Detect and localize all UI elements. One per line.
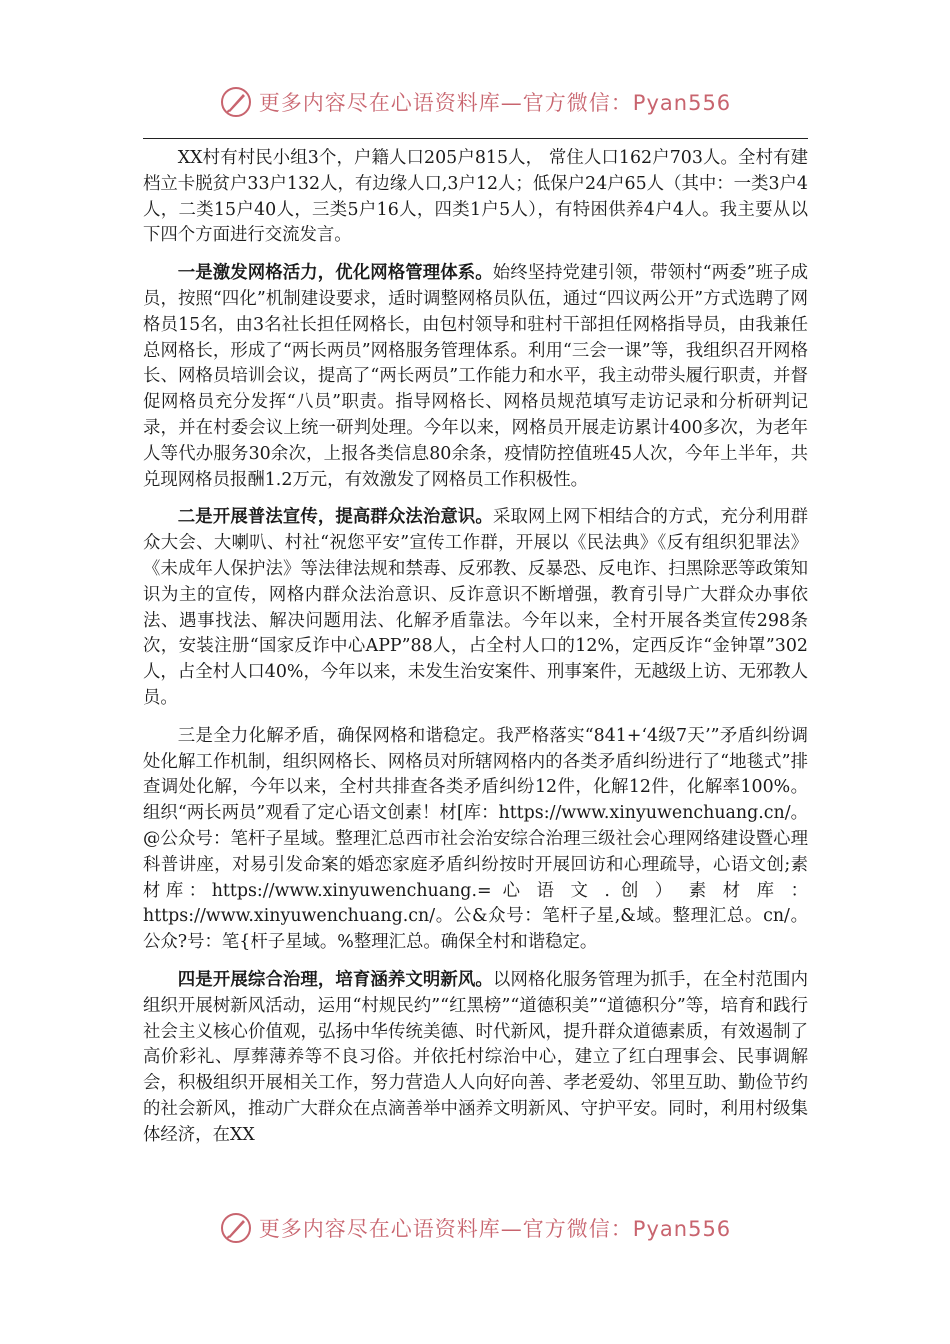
paragraph-text: 采取网上网下相结合的方式，充分利用群众大会、大喇叭、村社“祝您平安”宣传工作群，开展以《民法典》《反有组织犯罪法》《未成年人保护法》等法律法规和禁毒、反邪教、反暴恐、反电诈、扫黑除恶等政策知识为主的宣传，网格内群众法治意识、反诈意识不断增强，教育引导广大群众办事依法、遇事找法、解决问题用法、化解矛盾靠法。今年以来，全村开展各类宣传298条次，安装注册“国家反诈中心APP”88人，占全村人口的12%，定西反诈“金钟罩”302人，占全村人口40%，今年以来，未发生治安案件、刑事案件，无越级上访、无邪教人员。 — [143, 507, 808, 708]
quill-pen-logo-icon — [219, 1211, 253, 1245]
paragraph-grid-management — [143, 261, 808, 493]
paragraph-text: 三是全力化解矛盾，确保网格和谐稳定。我严格落实“841+‘4级7天’”矛盾纠纷调处化解工作机制，组织网格长、网格员对所辖网格内的各类矛盾纠纷进行了“地毯式”排查调处化解，今年以来，全村共排查各类矛盾纠纷12件，化解12件，化解率100%。组织“两长两员”观看了定心语文创素！材[库：https://www.xinyuwenchuang.cn/。@公众号：笔杆子星域。整理汇总西市社会治安综合治理三级社会心理网络建设暨心理科普讲座，对易引发命案的婚恋家庭矛盾纠纷按时开展回访和心理疏导，心语文创;素材库：https://www.xinyuwenchuang.= 心 语 文 . 创 ） 素 材 库 ： https://www.xinyuwenchuang.cn/。公&众号：笔杆子星,&域。整理汇总。cn/。公众?号：笔{杆子星域。%整理汇总。确保全村和谐稳定。 — [143, 725, 808, 953]
document-body — [143, 146, 808, 1160]
footer-banner — [0, 1208, 950, 1248]
paragraph-legal-publicity — [143, 505, 808, 711]
paragraph-intro — [143, 146, 808, 249]
footer-banner-text: 更多内容尽在心语资料库—官方微信：Pyan556 — [258, 1217, 732, 1241]
paragraph-text: 始终坚持党建引领，带领村“两委”班子成员，按照“四化”机制建设要求，适时调整网格员队伍，通过“四议两公开”方式选聘了网格员15名，由3名社长担任网格长，由包村领导和驻村干部担任网格指导员，由我兼任总网格长，形成了“两长两员”网格服务管理体系。利用“三会一课”等，我组织召开网格长、网格员培训会议，提高了“两长两员”工作能力和水平，我主动带头履行职责，并督促网格员充分发挥“八员”职责。指导网格长、网格员规范填写走访记录和分析研判记录，并在村委会议上统一研判处理。今年以来，网格员开展走访累计400多次，为老年人等代办服务30余次，上报各类信息80余条，疫情防控值班45人次，今年上半年，共兑现网格员报酬1.2万元，有效激发了网格员工作积极性。 — [143, 263, 808, 490]
paragraph-lead: 二是开展普法宣传，提高群众法治意识。 — [177, 507, 493, 528]
paragraph-comprehensive-governance — [143, 968, 808, 1149]
paragraph-lead: 一是激发网格活力，优化网格管理体系。 — [177, 263, 493, 284]
quill-pen-logo-icon — [219, 85, 253, 119]
header-banner-text: 更多内容尽在心语资料库—官方微信：Pyan556 — [258, 91, 732, 115]
paragraph-text: XX村有村民小组3个，户籍人口205户815人， 常住人口162户703人。全村有建档立卡脱贫户33户132人，有边缘人口,3户12人；低保户24户65人（其中：一类3户4人，二类15户40人，三类5户16人，四类1户5人），有特困供养4户4人。我主要从以下四个方面进行交流发言。 — [143, 148, 808, 246]
paragraph-lead: 四是开展综合治理，培育涵养文明新风。 — [177, 969, 493, 990]
header-banner — [0, 82, 950, 122]
paragraph-conflict-resolution — [143, 724, 808, 956]
paragraph-text: 以网格化服务管理为抓手，在全村范围内组织开展树新风活动，运用“村规民约”“红黑榜”“道德积美”“道德积分”等，培育和践行社会主义核心价值观，弘扬中华传统美德、时代新风，提升群众道德素质，有效遏制了高价彩礼、厚葬薄养等不良习俗。并依托村综治中心，建立了红白理事会、民事调解会，积极组织开展相关工作，努力营造人人向好向善、孝老爱幼、邻里互助、勤俭节约的社会新风，推动广大群众在点滴善举中涵养文明新风、守护平安。同时，利用村级集体经济，在XX — [143, 969, 808, 1145]
header-divider — [143, 138, 808, 139]
